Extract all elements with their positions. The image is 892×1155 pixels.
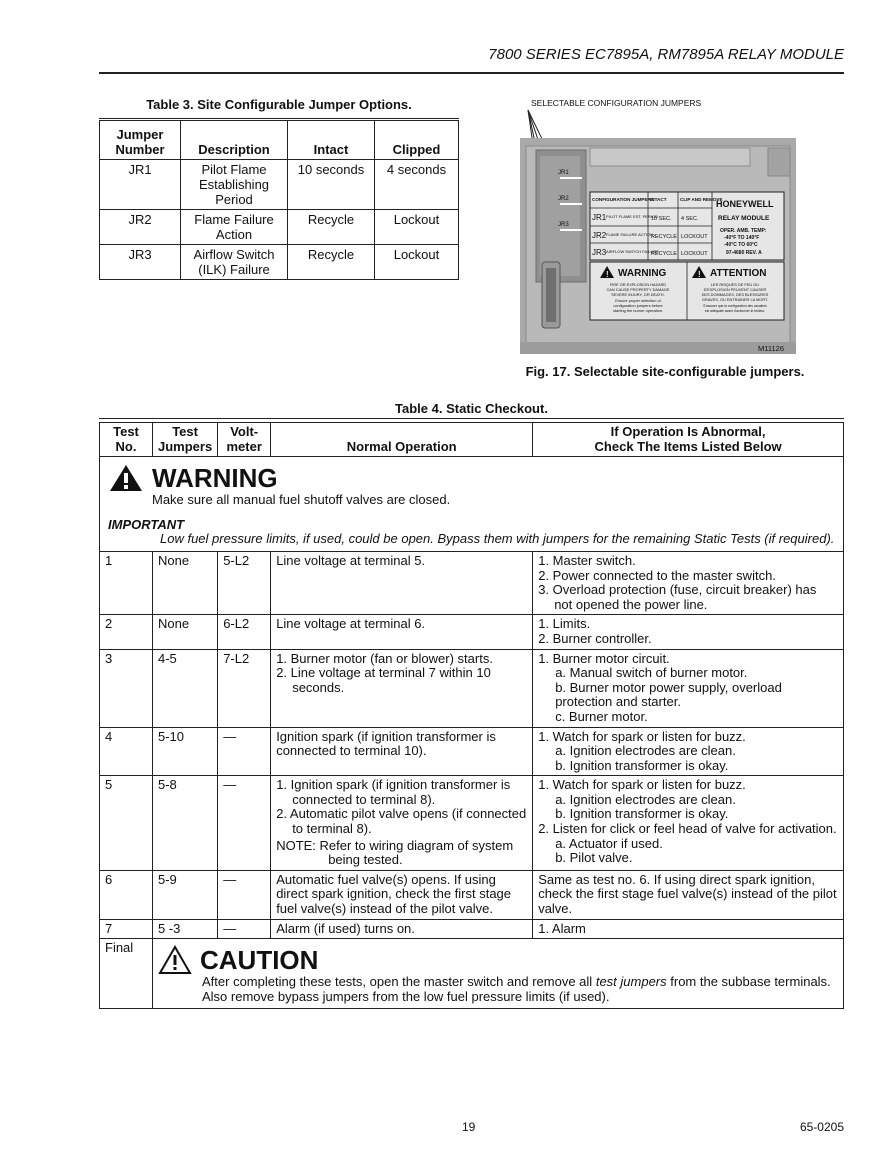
check-item: 1. Master switch. xyxy=(538,552,636,568)
abnormal-check xyxy=(533,919,844,939)
t3-cell: Airflow Switch (ILK) Failure xyxy=(181,245,288,280)
normal-operation xyxy=(271,919,533,939)
check-item: 2. Burner controller. xyxy=(538,630,652,646)
voltmeter: — xyxy=(218,919,271,939)
header-rule xyxy=(99,72,844,74)
caution-box xyxy=(153,939,844,1009)
check-subitem: a. Manual switch of burner motor. xyxy=(555,665,748,681)
table-row xyxy=(100,245,459,280)
label-head: INTACT xyxy=(650,197,667,202)
test-no: 5 xyxy=(100,776,153,871)
caution-title: CAUTION xyxy=(200,944,319,975)
static-checkout-table xyxy=(99,422,844,1009)
check-subitem: b. Pilot valve. xyxy=(555,850,633,866)
t4-header-normal: Normal Operation xyxy=(271,423,533,457)
normal-text: Line voltage at terminal 5. xyxy=(276,552,426,568)
abnormal-check xyxy=(533,776,844,871)
important-label: IMPORTANT xyxy=(108,516,185,532)
temp-line: 97-4680 REV. A xyxy=(726,250,762,256)
jumper-label: JR1 xyxy=(558,170,569,176)
test-jumpers: 5-9 xyxy=(153,870,218,919)
normal-operation xyxy=(271,649,533,727)
temp-line: -40°C TO 60°C xyxy=(724,242,758,248)
label-attention-line: est adéquate avant d'actionner le brûleur. xyxy=(704,309,766,313)
normal-text: Alarm (if used) turns on. xyxy=(276,920,415,936)
check-subitem: b. Burner motor power supply, overload protection and starter. xyxy=(555,679,782,710)
table-row xyxy=(100,919,844,939)
jumper-label: JR3 xyxy=(558,222,569,228)
label-row-desc: PILOT FLAME EST. PERIOD xyxy=(606,214,658,219)
t3-cell: Recycle xyxy=(288,210,375,245)
normal-item: 1. Ignition spark (if ignition transformer is connected to terminal 8). xyxy=(276,777,511,807)
label-cell: LOCKOUT xyxy=(681,234,708,240)
check-item: 2. Power connected to the master switch. xyxy=(538,567,776,583)
label-attention-line: DES DOMMAGES, DES BLESSURES xyxy=(701,292,769,297)
label-warning-line: FIRE OR EXPLOSION HAZARD xyxy=(609,282,667,287)
t3-cell: Pilot Flame Establishing Period xyxy=(181,160,288,210)
figure-17 xyxy=(520,96,820,358)
t3-cell: JR1 xyxy=(100,160,181,210)
test-no: 1 xyxy=(100,551,153,614)
label-cell: RECYCLE xyxy=(651,251,677,257)
table-row xyxy=(100,776,844,871)
check-item: 2. Listen for click or feel head of valve for activation. xyxy=(538,821,837,837)
final-label: Final xyxy=(100,939,153,1009)
caution-text-em: test jumpers xyxy=(595,974,667,990)
normal-operation xyxy=(271,870,533,919)
normal-operation xyxy=(271,727,533,776)
label-cell: 4 SEC. xyxy=(681,216,699,222)
normal-item: 2. Automatic pilot valve opens (if connected to terminal 8). xyxy=(276,806,527,837)
normal-text: Line voltage at terminal 6. xyxy=(276,616,426,632)
important-text: Low fuel pressure limits, if used, could be open. Bypass them with jumpers for the remaining Static Tests (if required). xyxy=(160,531,835,547)
label-warning-line: SEVERE INJURY, OR DEATH. xyxy=(611,292,665,297)
t3-cell: Flame Failure Action xyxy=(181,210,288,245)
table4-rule xyxy=(99,418,844,419)
label-cell: RECYCLE xyxy=(651,234,677,240)
check-subitem: a. Ignition electrodes are clean. xyxy=(555,743,736,759)
table-row xyxy=(100,615,844,649)
label-head: CONFIGURATION JUMPERS xyxy=(592,197,654,202)
test-no: 7 xyxy=(100,919,153,939)
check-subitem: b. Ignition transformer is okay. xyxy=(555,806,729,822)
abnormal-check xyxy=(533,615,844,649)
label-attention-line: D'EXPLOSION PEUVENT CAUSER xyxy=(703,287,767,292)
check-subitem: c. Burner motor. xyxy=(555,708,648,724)
test-jumpers: 5-10 xyxy=(153,727,218,776)
check-subitem: b. Ignition transformer is okay. xyxy=(555,757,729,773)
voltmeter: — xyxy=(218,776,271,871)
check-text: 1. Alarm xyxy=(538,920,586,936)
test-no: 4 xyxy=(100,727,153,776)
t4-header-voltmeter: Volt-meter xyxy=(218,423,271,457)
jumper-options-table xyxy=(99,118,459,280)
abnormal-check xyxy=(533,727,844,776)
label-attention-title: ATTENTION xyxy=(710,268,767,279)
label-row-desc: FLAME FAILURE ACTION xyxy=(606,232,654,237)
t3-cell: 4 seconds xyxy=(375,160,459,210)
test-no: 2 xyxy=(100,615,153,649)
caution-text-b: from the subbase terminals. Also remove bypass jumpers from the low fuel pressure limits (if used). xyxy=(202,974,831,1004)
test-no: 3 xyxy=(100,649,153,727)
normal-operation xyxy=(271,776,533,871)
table-row xyxy=(100,870,844,919)
document-number: 65-0205 xyxy=(799,1120,844,1134)
abnormal-check xyxy=(533,551,844,614)
caution-text-a: After completing these tests, open the master switch and remove all xyxy=(202,974,593,990)
test-jumpers: 5 -3 xyxy=(153,919,218,939)
check-item: 1. Watch for spark or listen for buzz. xyxy=(538,777,746,793)
voltmeter: 7-L2 xyxy=(218,649,271,727)
check-subitem: a. Actuator if used. xyxy=(555,835,663,851)
svg-text:!: ! xyxy=(698,270,701,279)
test-jumpers: 4-5 xyxy=(153,649,218,727)
brand-name: HONEYWELL xyxy=(716,199,774,209)
t4-header-abnormal xyxy=(533,423,844,457)
t3-header-clipped: Clipped xyxy=(375,120,459,160)
final-row xyxy=(100,939,844,1009)
check-text: Same as test no. 6. If using direct spark ignition, check the first stage fuel valve(s) instead of the pilot valve. xyxy=(538,871,837,917)
t3-cell: Lockout xyxy=(375,210,459,245)
table-row xyxy=(100,210,459,245)
test-jumpers: None xyxy=(153,615,218,649)
label-warning-title: WARNING xyxy=(618,268,667,279)
test-jumpers: None xyxy=(153,551,218,614)
warning-title: WARNING xyxy=(152,462,278,493)
label-attention-line: LES RISQUES DE FEU OU xyxy=(710,282,760,287)
label-cell: 10 SEC. xyxy=(651,216,672,222)
t3-cell: Lockout xyxy=(375,245,459,280)
page-number: 19 xyxy=(462,1120,476,1134)
label-row-desc: AIRFLOW SWITCH FAILURE xyxy=(606,249,659,254)
voltmeter: 5-L2 xyxy=(218,551,271,614)
t3-header-description: Description xyxy=(181,120,288,160)
warning-text: Make sure all manual fuel shutoff valves are closed. xyxy=(152,492,451,508)
t4-header-abnormal-line: If Operation Is Abnormal, xyxy=(610,424,766,439)
normal-item: 1. Burner motor (fan or blower) starts. xyxy=(276,650,493,666)
warning-row xyxy=(100,457,844,552)
label-attention-line: GRAVES, OU ENTRAINER LA MORT. xyxy=(701,297,769,302)
label-warning-line: starting the burner operation. xyxy=(613,308,663,313)
t3-cell: Recycle xyxy=(288,245,375,280)
label-row-id: JR2 xyxy=(592,231,607,240)
caution-text xyxy=(202,975,838,1004)
table-row xyxy=(100,160,459,210)
normal-text: Automatic fuel valve(s) opens. If using direct spark ignition, check the first stage fuel valve(s) instead of the pilot valve. xyxy=(276,871,512,917)
check-subitem: a. Ignition electrodes are clean. xyxy=(555,791,736,807)
running-header: 7800 SERIES EC7895A, RM7895A RELAY MODULE xyxy=(488,46,844,63)
label-attention-line: S'assurer que la configuration des cavaliers xyxy=(703,304,767,308)
normal-operation xyxy=(271,615,533,649)
caution-triangle-icon xyxy=(158,945,192,975)
abnormal-check xyxy=(533,649,844,727)
t4-header-test-no: Test No. xyxy=(100,423,153,457)
brand-sub: RELAY MODULE xyxy=(718,215,770,222)
label-head: CLIP AND REMOVE xyxy=(680,197,723,202)
t3-cell: JR2 xyxy=(100,210,181,245)
t3-header-intact: Intact xyxy=(288,120,375,160)
table3-caption: Table 3. Site Configurable Jumper Options. xyxy=(146,97,412,112)
check-item: 1. Limits. xyxy=(538,616,591,632)
note-text: NOTE: Refer to wiring diagram of system being tested. xyxy=(276,837,514,868)
t4-header-jumpers: Test Jumpers xyxy=(153,423,218,457)
t3-cell: JR3 xyxy=(100,245,181,280)
table-row xyxy=(100,551,844,614)
figure-callout: SELECTABLE CONFIGURATION JUMPERS xyxy=(531,98,702,108)
test-jumpers: 5-8 xyxy=(153,776,218,871)
t3-header-jumper: Jumper Number xyxy=(100,120,181,160)
normal-text: Ignition spark (if ignition transformer is connected to terminal 10). xyxy=(276,728,496,759)
warning-box xyxy=(100,457,844,552)
temp-line: -40°F TO 140°F xyxy=(724,235,760,241)
label-warning-line: Ensure proper selection of xyxy=(615,298,661,303)
check-item: 1. Burner motor circuit. xyxy=(538,650,670,666)
label-warning-line: CAN CAUSE PROPERTY DAMAGE xyxy=(606,287,670,292)
label-row-id: JR3 xyxy=(592,248,607,257)
svg-text:!: ! xyxy=(606,270,609,279)
label-warning-line: configuration jumpers before xyxy=(613,303,663,308)
t3-cell: 10 seconds xyxy=(288,160,375,210)
check-item: 1. Watch for spark or listen for buzz. xyxy=(538,728,746,744)
table-row xyxy=(100,727,844,776)
label-row-id: JR1 xyxy=(592,213,607,222)
voltmeter: — xyxy=(218,870,271,919)
jumper-label: JR2 xyxy=(558,196,569,202)
warning-triangle-icon xyxy=(108,463,144,493)
voltmeter: 6-L2 xyxy=(218,615,271,649)
table4-caption: Table 4. Static Checkout. xyxy=(395,401,548,416)
check-item: 3. Overload protection (fuse, circuit breaker) has not opened the power line. xyxy=(538,582,817,612)
normal-item: 2. Line voltage at terminal 7 within 10 seconds. xyxy=(276,665,491,695)
abnormal-check xyxy=(533,870,844,919)
figure-code: M11126 xyxy=(758,344,784,353)
voltmeter: — xyxy=(218,727,271,776)
label-cell: LOCKOUT xyxy=(681,251,708,257)
table-row xyxy=(100,649,844,727)
figure-caption: Fig. 17. Selectable site-configurable jumpers. xyxy=(525,364,805,379)
temp-line: OPER. AMB. TEMP: xyxy=(720,228,767,234)
test-no: 6 xyxy=(100,870,153,919)
t4-header-abnormal-line: Check The Items Listed Below xyxy=(594,438,782,454)
normal-operation xyxy=(271,551,533,614)
